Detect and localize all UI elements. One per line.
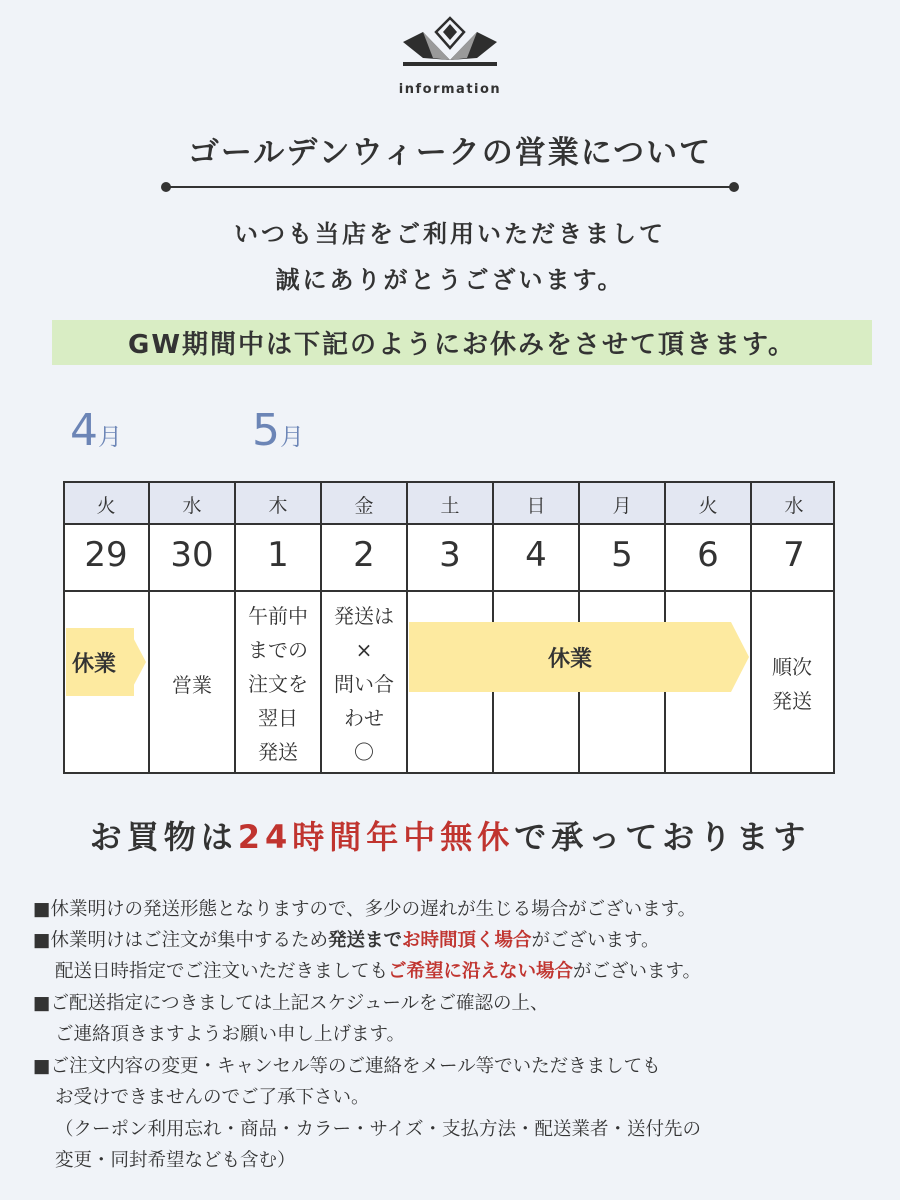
closed-banner-may3-6 — [409, 622, 731, 692]
shop-pre: お買物は — [89, 818, 238, 856]
title-divider — [166, 186, 734, 188]
closed-label: 休業 — [72, 651, 117, 677]
shop-highlight: 24時間年中無休 — [237, 818, 515, 856]
status-line: 問い合 — [334, 672, 394, 696]
section-label: information — [398, 82, 502, 97]
calendar-date: 29 — [84, 535, 128, 575]
calendar-date: 4 — [525, 535, 547, 575]
calendar-column-line — [148, 481, 150, 774]
note-line-8: （クーポン利用忘れ・商品・カラー・サイズ・支払方法・配送業者・送付先の — [55, 1119, 702, 1140]
calendar-date: 7 — [783, 535, 805, 575]
status-may7 — [749, 650, 835, 718]
calendar-weekday: 土 — [440, 495, 460, 517]
month-may: 5月 — [252, 405, 304, 456]
status-line: 〇 — [354, 740, 374, 764]
calendar-weekday: 日 — [526, 495, 546, 517]
status-may1 — [235, 599, 321, 769]
calendar-weekday: 火 — [96, 495, 116, 517]
greeting-line-1: いつも当店をご利用いただきまして — [234, 220, 666, 248]
note-line-6: ■ご注文内容の変更・キャンセル等のご連絡をメール等でいただきましても — [33, 1056, 661, 1077]
calendar-weekday: 水 — [784, 495, 804, 517]
divider-dot-right — [729, 182, 739, 192]
notice-text: GW期間中は下記のようにお休みをさせて頂きます。 — [128, 330, 796, 360]
shop-hours-line — [0, 812, 900, 858]
calendar-date: 30 — [170, 535, 214, 575]
shop-post: で承っております — [514, 818, 811, 856]
greeting-line-2: 誠にありがとうございます。 — [275, 266, 625, 294]
status-line: 発送は — [334, 604, 394, 628]
status-line: 注文を — [248, 672, 308, 696]
calendar-date-divider — [63, 590, 835, 592]
status-line: 発送 — [258, 740, 298, 764]
status-line: 翌日 — [258, 706, 298, 730]
calendar-date: 6 — [697, 535, 719, 575]
calendar-date: 3 — [439, 535, 461, 575]
status-may2 — [321, 599, 407, 769]
note-line-7: お受けできませんのでご了承下さい。 — [55, 1087, 370, 1108]
note-line-3: 配送日時指定でご注文いただきましてもご希望に沿えない場合がございます。 — [55, 961, 702, 982]
divider-dot-left — [161, 182, 171, 192]
note-line-5: ご連絡頂きますようお願い申し上げます。 — [55, 1024, 406, 1045]
calendar-date: 5 — [611, 535, 633, 575]
calendar-weekday: 火 — [698, 495, 718, 517]
status-line: 午前中 — [248, 604, 308, 628]
status-line: 発送 — [772, 689, 812, 713]
note-line-2: ■休業明けはご注文が集中するため発送までお時間頂く場合がございます。 — [33, 930, 660, 951]
calendar-weekday: 金 — [354, 495, 374, 517]
calendar-date: 1 — [267, 535, 289, 575]
page-title: ゴールデンウィークの営業について — [187, 135, 713, 171]
note-line-1: ■休業明けの発送形態となりますので、多少の遅れが生じる場合がございます。 — [33, 899, 697, 920]
calendar-column-line — [750, 481, 752, 774]
closed-banner-arrow — [128, 628, 146, 696]
kabuto-helmet-icon — [399, 14, 501, 78]
closed-label: 休業 — [547, 646, 592, 672]
calendar-weekday: 月 — [612, 495, 632, 517]
closed-banner-apr29 — [66, 628, 134, 696]
status-line: 順次 — [772, 655, 812, 679]
calendar-date: 2 — [353, 535, 375, 575]
note-line-4: ■ご配送指定につきましては上記スケジュールをご確認の上、 — [33, 993, 549, 1014]
status-line: までの — [248, 638, 308, 662]
status-apr30: 営業 — [172, 673, 212, 697]
month-april: 4月 — [70, 405, 122, 456]
status-line: わせ — [344, 706, 384, 730]
calendar-weekday: 木 — [268, 495, 288, 517]
calendar-weekday: 水 — [182, 495, 202, 517]
closed-banner-arrow — [731, 622, 749, 692]
note-line-9: 変更・同封希望なども含む） — [55, 1150, 296, 1171]
status-line: × — [355, 638, 373, 662]
